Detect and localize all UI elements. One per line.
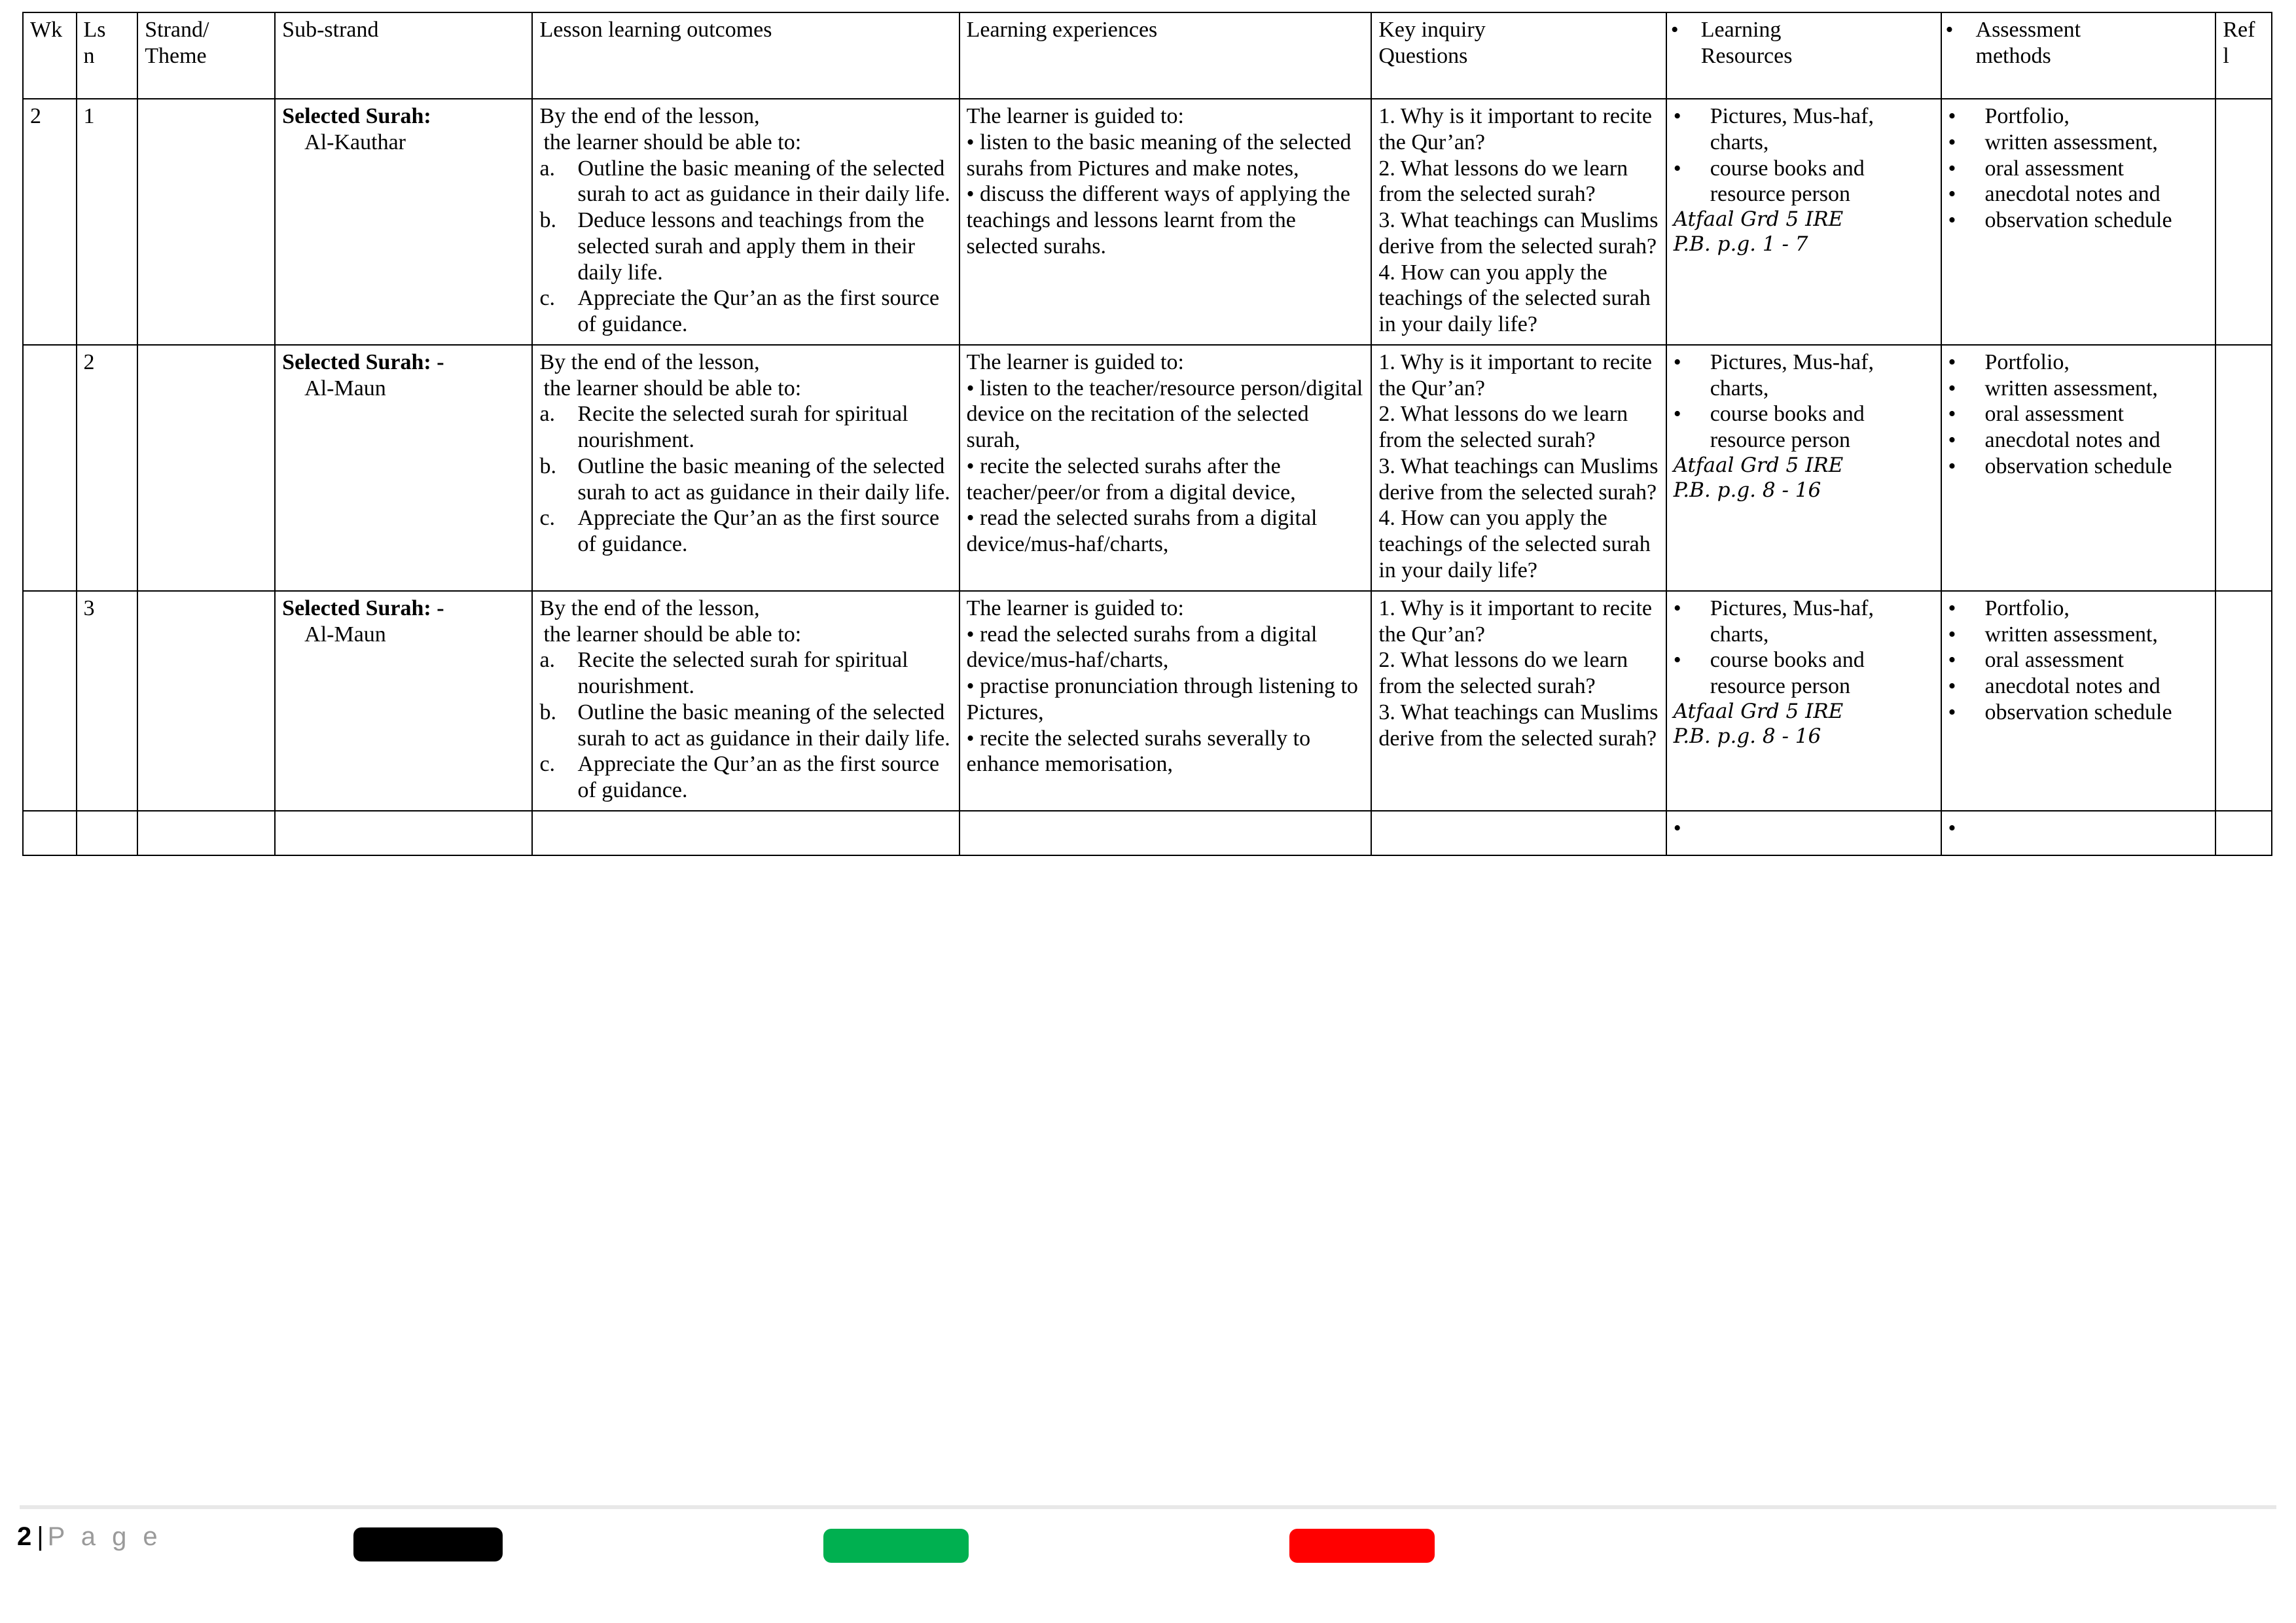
- resource-book-reference-line-1: Atfaal Grd 5 IRE: [1673, 699, 1844, 723]
- substrand-title: Selected Surah: -: [282, 596, 444, 620]
- page-number-separator: |: [37, 1522, 44, 1551]
- assessment-text: anecdotal notes and: [1984, 428, 2161, 453]
- outcome-marker: a.: [539, 402, 556, 427]
- outcomes-intro-line-1: By the end of the lesson,: [539, 596, 760, 620]
- outcome-item: [539, 751, 953, 804]
- outcomes-list: [539, 647, 953, 804]
- cell-learning-experiences: [960, 345, 1372, 591]
- outcome-item: [539, 207, 953, 285]
- resource-text: Pictures, Mus-haf, charts,: [1710, 349, 1874, 401]
- assessment-item: [1948, 401, 2210, 427]
- experience-item: • practise pronunciation through listening to Pictures,: [966, 674, 1358, 724]
- assessment-text: oral assessment: [1984, 648, 2124, 673]
- inquiry-item: 2. What lessons do we learn from the selected surah?: [1378, 156, 1628, 207]
- bullet-icon: •: [1673, 648, 1681, 673]
- assessment-list: [1948, 103, 2210, 234]
- experience-item: • discuss the different ways of applying the teachings and lessons learnt from the selected surahs.: [966, 182, 1350, 259]
- inquiry-item: 3. What teachings can Muslims derive from the selected surah?: [1378, 454, 1659, 505]
- outcome-item: [539, 505, 953, 558]
- cell-lesson-number: 2: [77, 345, 138, 591]
- bullet-icon: •: [1948, 208, 1956, 233]
- assessment-item: [1948, 103, 2210, 130]
- outcome-marker: a.: [539, 648, 556, 673]
- inquiry-item: 1. Why is it important to recite the Qur’an?: [1378, 104, 1653, 154]
- cell-learning-resources: [1666, 99, 1941, 345]
- cell-week: [23, 591, 77, 811]
- header-ref-label-2: l: [2223, 43, 2229, 68]
- bullet-icon: •: [1948, 622, 1956, 647]
- bullet-icon: •: [1948, 454, 1956, 478]
- assessment-item: [1948, 596, 2210, 622]
- cell-substrand: [275, 99, 532, 345]
- assessment-text: Portfolio,: [1984, 596, 2070, 620]
- assessment-text: written assessment,: [1984, 130, 2158, 154]
- experiences-intro: The learner is guided to:: [966, 104, 1184, 128]
- header-experiences-label: Learning experiences: [966, 18, 1158, 42]
- cell-week: [23, 345, 77, 591]
- resource-item: [1674, 596, 1935, 648]
- header-substrand-label: Sub-strand: [282, 18, 379, 42]
- assessment-text: written assessment,: [1984, 376, 2158, 401]
- cell-substrand: [275, 811, 532, 855]
- outcome-marker: c.: [539, 506, 556, 531]
- cell-substrand: [275, 345, 532, 591]
- resource-text: Pictures, Mus-haf, charts,: [1710, 104, 1874, 154]
- page-number: 2: [17, 1522, 32, 1551]
- table-row: [23, 345, 2272, 591]
- outcomes-intro-line-2: the learner should be able to:: [543, 130, 802, 154]
- bullet-icon: •: [1948, 648, 1956, 673]
- outcomes-intro-line-1: By the end of the lesson,: [539, 104, 760, 128]
- assessment-text: Portfolio,: [1984, 104, 2070, 128]
- inquiry-item: 1. Why is it important to recite the Qur’an?: [1378, 349, 1653, 401]
- experience-item: • recite the selected surahs after the teacher/peer/or from a digital device,: [966, 454, 1296, 505]
- outcome-item: [539, 401, 953, 454]
- assessment-text: anecdotal notes and: [1984, 674, 2161, 699]
- cell-strand: [137, 811, 275, 855]
- substrand-title: Selected Surah:: [282, 104, 431, 128]
- assessment-item: [1948, 207, 2210, 234]
- resource-book-reference-line-2: P.B. p.g. 1 - 7: [1673, 232, 1808, 256]
- header-inquiry: [1371, 12, 1666, 99]
- header-lesson: [77, 12, 138, 99]
- cell-learning-resources: [1666, 811, 1941, 855]
- cell-substrand: [275, 591, 532, 811]
- cell-lesson-number: 3: [77, 591, 138, 811]
- resource-text: course books and resource person: [1710, 648, 1865, 699]
- assessment-item: [1948, 647, 2210, 673]
- header-outcomes: [532, 12, 959, 99]
- page-word-label: P a g e: [47, 1522, 162, 1551]
- assessment-text: oral assessment: [1984, 402, 2124, 427]
- resource-book-reference-line-2: P.B. p.g. 8 - 16: [1673, 724, 1821, 748]
- page-footer: [0, 1505, 2296, 1623]
- cell-key-inquiry-questions: [1371, 811, 1666, 855]
- outcome-marker: b.: [539, 454, 556, 478]
- resource-text: course books and resource person: [1710, 156, 1865, 207]
- outcome-item: [539, 647, 953, 700]
- header-lesson-label-1: Ls: [83, 18, 106, 42]
- bullet-icon: •: [1948, 700, 1956, 724]
- header-wk-label: Wk: [30, 18, 63, 42]
- resource-text: course books and resource person: [1710, 402, 1865, 453]
- bullet-icon: •: [1673, 349, 1681, 374]
- assessment-item: [1948, 622, 2210, 648]
- table-row-blank: [23, 811, 2272, 855]
- inquiry-item: 4. How can you apply the teachings of the selected surah in your daily life?: [1378, 260, 1651, 337]
- table-row: [23, 591, 2272, 811]
- resource-item: [1674, 349, 1935, 402]
- header-resources-label-1: Learning: [1700, 18, 1782, 42]
- resource-item: [1674, 156, 1935, 208]
- header-assessment: [1941, 12, 2216, 99]
- substrand-name: Al-Kauthar: [304, 130, 406, 154]
- outcome-text: Appreciate the Qur’an as the first source of guidance.: [577, 506, 940, 557]
- bullet-icon: •: [1948, 674, 1956, 699]
- cell-lesson-number: [77, 811, 138, 855]
- experience-item: • read the selected surahs from a digital device/mus-haf/charts,: [966, 506, 1318, 557]
- outcome-item: [539, 700, 953, 752]
- inquiry-list: [1378, 349, 1660, 584]
- assessment-list: [1948, 596, 2210, 726]
- header-assessment-label: [1976, 17, 2210, 69]
- substrand-name: Al-Maun: [304, 376, 386, 401]
- resources-list: [1674, 596, 1935, 700]
- inquiry-item: 3. What teachings can Muslims derive from the selected surah?: [1378, 208, 1659, 259]
- bullet-icon: •: [1948, 402, 1956, 427]
- header-strand-label-1: Strand/: [145, 18, 209, 42]
- inquiry-item: 4. How can you apply the teachings of the selected surah in your daily life?: [1378, 506, 1651, 583]
- bullet-icon: •: [1948, 376, 1956, 401]
- assessment-text: written assessment,: [1984, 622, 2158, 647]
- inquiry-item: 2. What lessons do we learn from the selected surah?: [1378, 402, 1628, 453]
- header-strand: [137, 12, 275, 99]
- outcomes-list: [539, 156, 953, 338]
- cell-strand: [137, 345, 275, 591]
- substrand-name: Al-Maun: [304, 622, 386, 647]
- header-resources-label: [1701, 17, 1935, 69]
- inquiry-item: 1. Why is it important to recite the Qur’an?: [1378, 596, 1653, 647]
- outcomes-intro-line-1: By the end of the lesson,: [539, 349, 760, 374]
- cell-learning-outcomes: [532, 99, 959, 345]
- cell-week: 2: [23, 99, 77, 345]
- outcome-marker: b.: [539, 208, 556, 233]
- assessment-list: [1948, 349, 2210, 480]
- cell-learning-experiences: [960, 591, 1372, 811]
- resource-book-reference-line-1: Atfaal Grd 5 IRE: [1673, 207, 1844, 232]
- bullet-icon: •: [1948, 596, 1956, 620]
- inquiry-list: [1378, 596, 1660, 752]
- header-lesson-label-2: n: [83, 43, 95, 68]
- page-number-block: [17, 1522, 162, 1552]
- cell-assessment-methods: [1941, 99, 2216, 345]
- experiences-list: [967, 130, 1366, 260]
- outcome-marker: a.: [539, 156, 556, 181]
- cell-learning-outcomes: [532, 811, 959, 855]
- assessment-item: [1948, 673, 2210, 700]
- cell-assessment-methods: [1941, 591, 2216, 811]
- cell-key-inquiry-questions: [1371, 591, 1666, 811]
- inquiry-list: [1378, 103, 1660, 338]
- bullet-icon: •: [1948, 156, 1956, 181]
- outcome-marker: b.: [539, 700, 556, 724]
- resource-book-reference-line-1: Atfaal Grd 5 IRE: [1673, 453, 1844, 477]
- bullet-icon: •: [1673, 402, 1681, 427]
- bullet-icon: •: [1945, 18, 1954, 42]
- assessment-text: oral assessment: [1984, 156, 2124, 181]
- experience-item: • listen to the basic meaning of the selected surahs from Pictures and make notes,: [966, 130, 1352, 181]
- outcome-item: [539, 156, 953, 208]
- bullet-icon: •: [1673, 156, 1681, 181]
- resource-item: [1674, 103, 1935, 156]
- cell-assessment-methods: [1941, 811, 2216, 855]
- header-ref-label-1: Ref: [2223, 18, 2255, 42]
- header-experiences: [960, 12, 1372, 99]
- cell-reference: [2215, 591, 2272, 811]
- resource-item: [1674, 647, 1935, 700]
- assessment-item: [1948, 130, 2210, 156]
- outcomes-intro-line-2: the learner should be able to:: [543, 622, 802, 647]
- cell-learning-outcomes: [532, 591, 959, 811]
- footer-divider: [20, 1505, 2276, 1509]
- outcome-text: Recite the selected surah for spiritual nourishment.: [577, 402, 908, 453]
- outcome-text: Outline the basic meaning of the selected surah to act as guidance in their daily life.: [577, 700, 950, 751]
- assessment-item: [1948, 454, 2210, 480]
- outcome-item: [539, 285, 953, 338]
- header-resources-label-2: Resources: [1700, 43, 1793, 68]
- inquiry-item: 2. What lessons do we learn from the selected surah?: [1378, 648, 1628, 699]
- footer-bar-black: [353, 1527, 503, 1561]
- bullet-icon: •: [1948, 130, 1956, 154]
- cell-learning-experiences: [960, 811, 1372, 855]
- resource-book-reference-line-2: P.B. p.g. 8 - 16: [1673, 478, 1821, 502]
- resources-list: [1674, 349, 1935, 454]
- table-header-row: [23, 12, 2272, 99]
- header-assessment-label-1: Assessment: [1975, 18, 2081, 42]
- bullet-icon: •: [1673, 815, 1681, 840]
- inquiry-item: 3. What teachings can Muslims derive from the selected surah?: [1378, 700, 1659, 751]
- header-strand-label-2: Theme: [145, 43, 207, 68]
- cell-learning-outcomes: [532, 345, 959, 591]
- header-substrand: [275, 12, 532, 99]
- resource-text: Pictures, Mus-haf, charts,: [1710, 596, 1874, 647]
- cell-reference: [2215, 811, 2272, 855]
- outcome-text: Outline the basic meaning of the selected surah to act as guidance in their daily life.: [577, 156, 950, 207]
- header-resources: [1666, 12, 1941, 99]
- assessment-text: observation schedule: [1984, 700, 2172, 724]
- header-assessment-label-2: methods: [1975, 43, 2051, 68]
- experiences-list: [967, 622, 1366, 778]
- cell-reference: [2215, 345, 2272, 591]
- bullet-icon: •: [1670, 18, 1679, 42]
- outcomes-list: [539, 401, 953, 558]
- footer-bar-green: [823, 1529, 969, 1563]
- assessment-item: [1948, 700, 2210, 726]
- cell-key-inquiry-questions: [1371, 99, 1666, 345]
- scheme-of-work-table: [22, 12, 2272, 856]
- bullet-icon: •: [1673, 596, 1681, 620]
- bullet-icon: •: [1948, 182, 1956, 207]
- experiences-intro: The learner is guided to:: [966, 349, 1184, 374]
- outcome-marker: c.: [539, 752, 556, 777]
- header-inquiry-label-1: Key inquiry: [1378, 18, 1486, 42]
- cell-learning-resources: [1666, 345, 1941, 591]
- outcome-marker: c.: [539, 286, 556, 311]
- cell-reference: [2215, 99, 2272, 345]
- assessment-item: [1948, 156, 2210, 182]
- cell-learning-experiences: [960, 99, 1372, 345]
- header-ref: [2215, 12, 2272, 99]
- outcome-text: Outline the basic meaning of the selected surah to act as guidance in their daily life.: [577, 454, 950, 505]
- outcome-text: Appreciate the Qur’an as the first source of guidance.: [577, 286, 940, 337]
- outcome-text: Deduce lessons and teachings from the selected surah and apply them in their daily life.: [577, 208, 925, 285]
- cell-learning-resources: [1666, 591, 1941, 811]
- experiences-list: [967, 376, 1366, 558]
- outcome-text: Appreciate the Qur’an as the first source of guidance.: [577, 752, 940, 803]
- header-wk: [23, 12, 77, 99]
- table-row: [23, 99, 2272, 345]
- assessment-text: anecdotal notes and: [1984, 182, 2161, 207]
- outcome-item: [539, 454, 953, 506]
- cell-strand: [137, 99, 275, 345]
- assessment-item: [1948, 427, 2210, 454]
- substrand-title: Selected Surah: -: [282, 349, 444, 374]
- cell-lesson-number: 1: [77, 99, 138, 345]
- assessment-item: [1948, 349, 2210, 376]
- footer-bar-red: [1289, 1529, 1435, 1563]
- assessment-item: [1948, 181, 2210, 207]
- resource-item: [1674, 401, 1935, 454]
- cell-week: [23, 811, 77, 855]
- experience-item: • read the selected surahs from a digital device/mus-haf/charts,: [966, 622, 1318, 673]
- experiences-intro: The learner is guided to:: [966, 596, 1184, 620]
- header-outcomes-label: Lesson learning outcomes: [539, 18, 772, 42]
- bullet-icon: •: [1673, 104, 1681, 128]
- experience-item: • recite the selected surahs severally to enhance memorisation,: [966, 726, 1311, 777]
- assessment-text: observation schedule: [1984, 208, 2172, 233]
- resources-list: [1674, 103, 1935, 207]
- experience-item: • listen to the teacher/resource person/digital device on the recitation of the selected surah,: [966, 376, 1363, 453]
- cell-strand: [137, 591, 275, 811]
- bullet-icon: •: [1948, 349, 1956, 374]
- outcome-text: Recite the selected surah for spiritual nourishment.: [577, 648, 908, 699]
- bullet-icon: •: [1948, 428, 1956, 453]
- cell-key-inquiry-questions: [1371, 345, 1666, 591]
- assessment-text: Portfolio,: [1984, 349, 2070, 374]
- outcomes-intro-line-2: the learner should be able to:: [543, 376, 802, 401]
- bullet-icon: •: [1948, 104, 1956, 128]
- header-inquiry-label-2: Questions: [1378, 43, 1468, 68]
- assessment-item: [1948, 376, 2210, 402]
- cell-assessment-methods: [1941, 345, 2216, 591]
- assessment-text: observation schedule: [1984, 454, 2172, 478]
- bullet-icon: •: [1948, 815, 1956, 840]
